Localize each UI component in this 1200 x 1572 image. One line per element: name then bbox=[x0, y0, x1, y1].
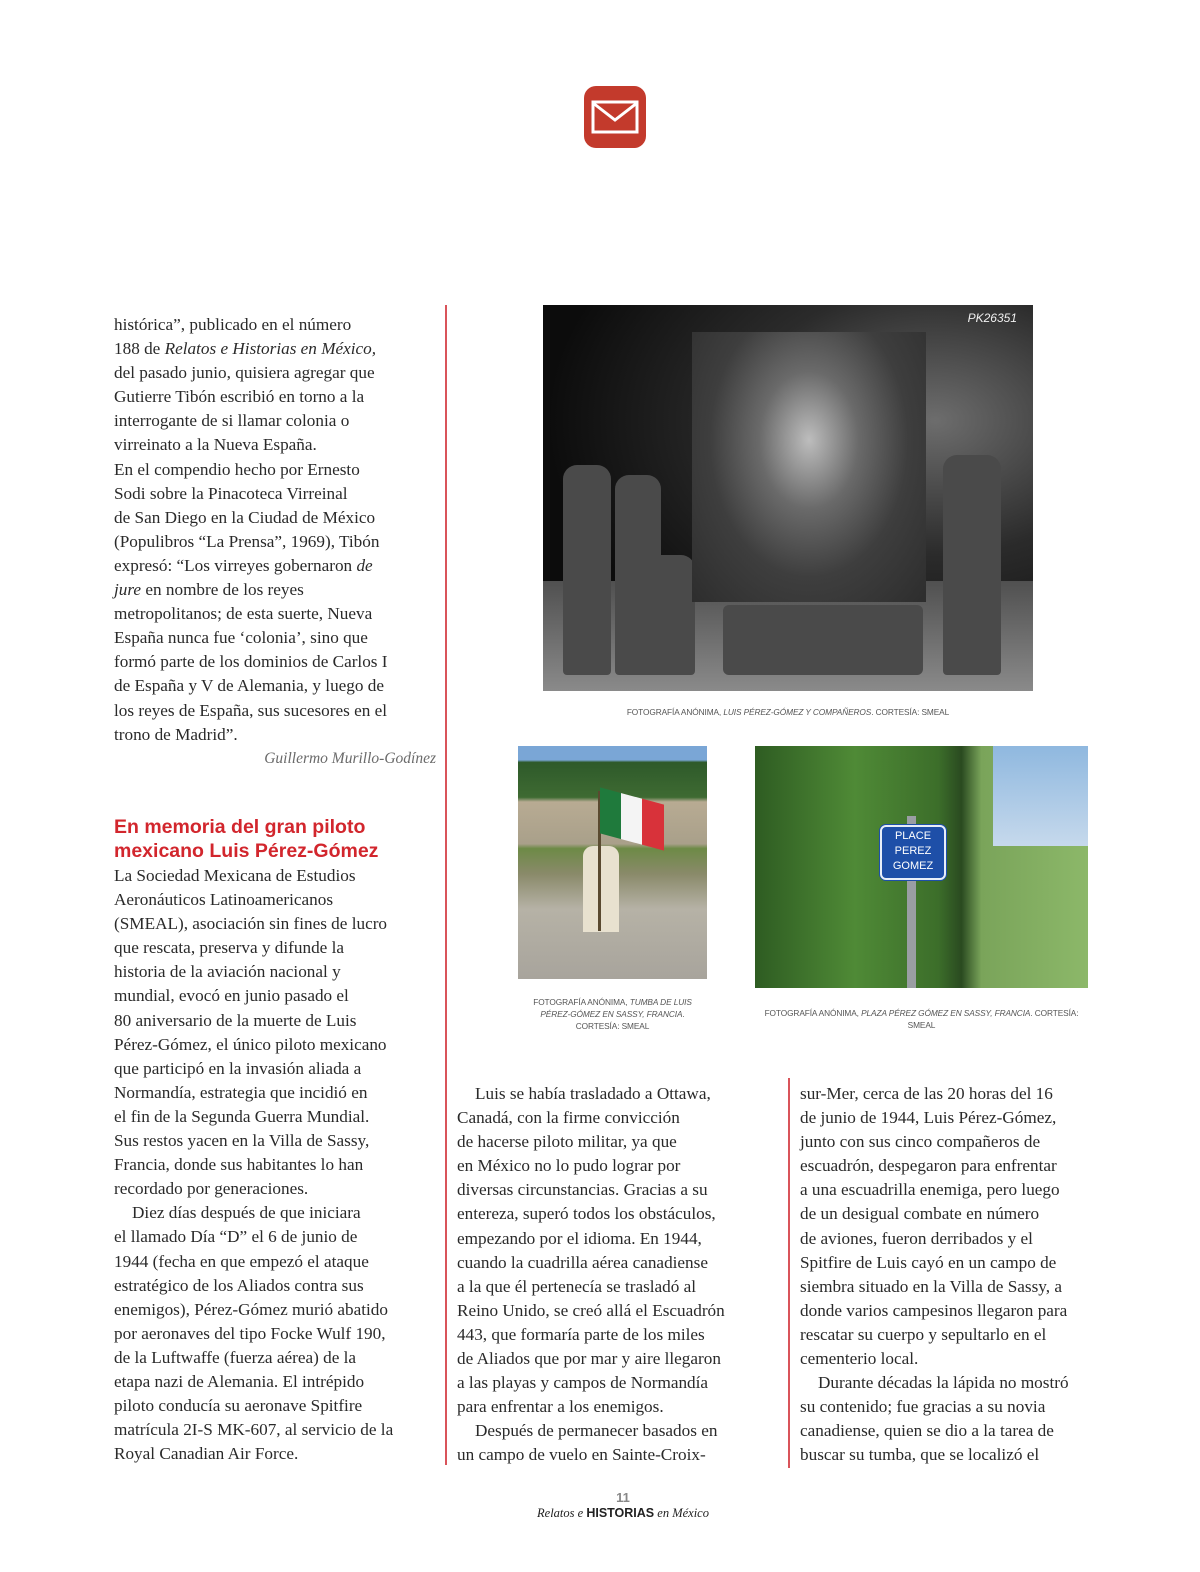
text-line: Diez días después de que iniciara bbox=[132, 1203, 361, 1223]
photo-plaza bbox=[755, 746, 1088, 988]
text-line: Sodi sobre la Pinacoteca Virreinal bbox=[114, 483, 348, 503]
column-divider bbox=[788, 1078, 790, 1468]
caption-prefix: FOTOGRAFÍA ANÓNIMA, bbox=[533, 997, 630, 1007]
text-line: de junio de 1944, Luis Pérez-Gómez, bbox=[800, 1108, 1057, 1128]
text-line: Francia, donde sus habitantes lo han bbox=[114, 1155, 364, 1175]
italic-term: de bbox=[356, 555, 373, 575]
text-line: a las playas y campos de Normandía bbox=[457, 1373, 709, 1393]
text-line: siembra situado en la Villa de Sassy, a bbox=[800, 1276, 1062, 1296]
italic-term: jure bbox=[114, 580, 142, 600]
sign-line: GOMEZ bbox=[892, 860, 934, 872]
text-line: recordado por generaciones. bbox=[114, 1179, 309, 1199]
text-line: canadiense, quien se dio a la tarea de bbox=[800, 1421, 1054, 1441]
text-line: escuadrón, despegaron para enfrentar bbox=[800, 1156, 1057, 1176]
mexican-flag-icon bbox=[600, 787, 664, 850]
heading-line: En memoria del gran piloto bbox=[114, 816, 366, 838]
text-line: Spitfire de Luis cayó en un campo de bbox=[800, 1252, 1057, 1272]
text-line bbox=[114, 337, 436, 361]
mail-icon[interactable] bbox=[584, 86, 646, 148]
text-line: enemigos), Pérez-Gómez murió abatido bbox=[114, 1299, 388, 1319]
text-line: interrogante de si llamar colonia o bbox=[114, 411, 350, 431]
text-line: histórica”, publicado en el número bbox=[114, 315, 352, 334]
text-line: España nunca fue ‘colonia’, sino que bbox=[114, 628, 368, 648]
page-number: 11 bbox=[616, 1490, 630, 1505]
text-line: 1944 (fecha en que empezó el ataque bbox=[114, 1251, 369, 1271]
text-line: cementerio local. bbox=[800, 1349, 919, 1369]
text-line: de España y V de Alemania, y luego de bbox=[114, 676, 384, 696]
text-line: Aeronáuticos Latinoamericanos bbox=[114, 890, 334, 910]
text-line: que rescata, preserva y difunde la bbox=[114, 938, 345, 958]
text-line: etapa nazi de Alemania. El intrépido bbox=[114, 1371, 365, 1391]
text-line: de hacerse piloto militar, ya que bbox=[457, 1132, 677, 1152]
text-line bbox=[114, 554, 436, 578]
text-fragment: 188 de bbox=[114, 339, 165, 359]
text-line: los reyes de España, sus sucesores en el bbox=[114, 700, 388, 720]
text-line: mundial, evocó en junio pasado el bbox=[114, 986, 349, 1006]
street-sign bbox=[880, 825, 946, 880]
text-fragment: expresó: “Los virreyes gobernaron bbox=[114, 555, 357, 575]
text-line: Luis se había trasladado a Ottawa, bbox=[475, 1084, 711, 1103]
text-line: Durante décadas la lápida no mostró bbox=[818, 1373, 1069, 1393]
text-line: diversas circunstancias. Gracias a su bbox=[457, 1180, 708, 1200]
caption-title: LUIS PÉREZ-GÓMEZ Y COMPAÑEROS bbox=[723, 707, 872, 717]
text-line: La Sociedad Mexicana de Estudios bbox=[114, 866, 356, 885]
photo-gravestone bbox=[583, 846, 619, 932]
text-line: el fin de la Segunda Guerra Mundial. bbox=[114, 1106, 370, 1126]
photo-caption bbox=[755, 1007, 1088, 1031]
text-line: de San Diego en la Ciudad de México bbox=[114, 507, 376, 527]
letter-signature: Guillermo Murillo-Godínez bbox=[264, 749, 436, 767]
text-line: de un desigual combate en número bbox=[800, 1204, 1040, 1224]
text-line: en México no lo pudo lograr por bbox=[457, 1156, 681, 1176]
magazine-name bbox=[500, 1505, 746, 1521]
text-line: En el compendio hecho por Ernesto bbox=[114, 459, 360, 479]
text-fragment: en nombre de los reyes bbox=[141, 580, 304, 600]
text-line: Normandía, estrategia que incidió en bbox=[114, 1082, 368, 1102]
text-line: estratégico de los Aliados contra sus bbox=[114, 1275, 364, 1295]
magazine-title: Relatos e Historias en México, bbox=[164, 339, 377, 359]
caption-title: TUMBA DE LUIS PÉREZ-GÓMEZ EN SASSY, FRANCIA bbox=[540, 997, 692, 1019]
magazine-name-part: en México bbox=[654, 1506, 709, 1520]
text-line: (Populibros “La Prensa”, 1969), Tibón bbox=[114, 531, 380, 551]
photo-figure bbox=[943, 455, 1001, 675]
text-line: entereza, superó todos los obstáculos, bbox=[457, 1204, 716, 1224]
heading-line: mexicano Luis Pérez-Gómez bbox=[114, 840, 379, 862]
text-line: Gutierre Tibón escribió en torno a la bbox=[114, 387, 365, 407]
text-line: a una escuadrilla enemiga, pero luego bbox=[800, 1180, 1060, 1200]
letter-heading bbox=[114, 815, 444, 863]
text-line: sur-Mer, cerca de las 20 horas del 16 bbox=[800, 1084, 1053, 1103]
letter-2-column-1 bbox=[114, 864, 436, 1466]
letter-2-column-3 bbox=[800, 1082, 1122, 1468]
photo-figure bbox=[563, 465, 611, 675]
text-line: piloto conducía su aeronave Spitfire bbox=[114, 1396, 363, 1416]
text-line: Pérez-Gómez, el único piloto mexicano bbox=[114, 1034, 387, 1054]
caption-prefix: FOTOGRAFÍA ANÓNIMA, bbox=[626, 707, 724, 717]
magazine-name-part: Relatos e bbox=[537, 1506, 587, 1520]
photo-sky bbox=[993, 746, 1088, 846]
photo-grave bbox=[518, 746, 707, 979]
text-line: junto con sus cinco compañeros de bbox=[800, 1132, 1041, 1152]
text-line: cuando la cuadrilla aérea canadiense bbox=[457, 1252, 708, 1272]
text-line: donde varios campesinos llegaron para bbox=[800, 1300, 1068, 1320]
page-footer bbox=[500, 1491, 746, 1521]
letter-1-text bbox=[114, 313, 436, 771]
text-line: rescatar su cuerpo y sepultarlo en el bbox=[800, 1324, 1047, 1344]
text-line: para enfrentar a los enemigos. bbox=[457, 1397, 664, 1417]
text-line: a la que él pertenecía se trasladó al bbox=[457, 1276, 697, 1296]
text-line: del pasado junio, quisiera agregar que bbox=[114, 363, 375, 383]
text-line: matrícula 2I-S MK-607, al servicio de la bbox=[114, 1420, 394, 1440]
text-line: que participó en la invasión aliada a bbox=[114, 1058, 362, 1078]
text-line: el llamado Día “D” el 6 de junio de bbox=[114, 1227, 358, 1247]
sign-line: PLACE bbox=[894, 830, 932, 842]
caption-suffix: . CORTESÍA: SMEAL bbox=[907, 1008, 1079, 1030]
caption-suffix: . CORTESÍA: SMEAL bbox=[575, 1009, 685, 1031]
text-line: (SMEAL), asociación sin fines de lucro bbox=[114, 914, 388, 934]
text-line: un campo de vuelo en Sainte-Croix- bbox=[457, 1445, 706, 1465]
text-line: de la Luftwaffe (fuerza aérea) de la bbox=[114, 1347, 357, 1367]
text-line: metropolitanos; de esta suerte, Nueva bbox=[114, 604, 373, 624]
magazine-name-part: HISTORIAS bbox=[586, 1506, 655, 1520]
caption-title: PLAZA PÉREZ GÓMEZ EN SASSY, FRANCIA bbox=[861, 1008, 1031, 1018]
photo-stamp: PK26351 bbox=[967, 311, 1017, 325]
text-line: su contenido; fue gracias a su novia bbox=[800, 1397, 1046, 1417]
caption-prefix: FOTOGRAFÍA ANÓNIMA, bbox=[764, 1008, 862, 1018]
photo-portrait-inset bbox=[692, 332, 926, 602]
photo-caption bbox=[543, 706, 1033, 718]
caption-suffix: . CORTESÍA: SMEAL bbox=[871, 707, 950, 717]
photo-figure bbox=[723, 605, 923, 675]
letter-2-column-2 bbox=[457, 1082, 779, 1468]
sign-line: PEREZ bbox=[894, 845, 932, 857]
text-line: 80 aniversario de la muerte de Luis bbox=[114, 1010, 357, 1030]
text-line: empezando por el idioma. En 1944, bbox=[457, 1228, 702, 1248]
column-divider bbox=[445, 305, 447, 1465]
text-line: trono de Madrid”. bbox=[114, 724, 238, 744]
text-line: Canadá, con la firme convicción bbox=[457, 1108, 680, 1128]
photo-figure bbox=[643, 555, 695, 675]
text-line: de Aliados que por mar y aire llegaron bbox=[457, 1349, 721, 1369]
text-line: por aeronaves del tipo Focke Wulf 190, bbox=[114, 1323, 386, 1343]
photo-caption bbox=[518, 996, 707, 1032]
text-line: formó parte de los dominios de Carlos I bbox=[114, 652, 388, 672]
text-line: de aviones, fueron derribados y el bbox=[800, 1228, 1033, 1248]
text-line: historia de la aviación nacional y bbox=[114, 962, 341, 982]
photo-pilots-group bbox=[543, 305, 1033, 691]
text-line: Royal Canadian Air Force. bbox=[114, 1444, 299, 1464]
text-line: 443, que formaría parte de los miles bbox=[457, 1324, 705, 1344]
text-line: Sus restos yacen en la Villa de Sassy, bbox=[114, 1131, 370, 1151]
text-line: virreinato a la Nueva España. bbox=[114, 435, 317, 455]
text-line: buscar su tumba, que se localizó el bbox=[800, 1445, 1040, 1465]
text-line bbox=[114, 578, 436, 602]
text-line: Después de permanecer basados en bbox=[475, 1421, 718, 1441]
text-line: Reino Unido, se creó allá el Escuadrón bbox=[457, 1300, 725, 1320]
